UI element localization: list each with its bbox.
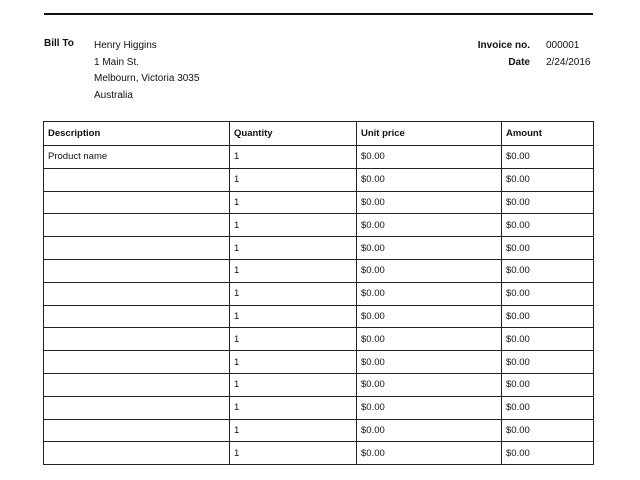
table-row (44, 146, 594, 169)
unit-price-cell: $0.00 (357, 168, 502, 191)
unit-price-cell: $0.00 (357, 373, 502, 396)
amount-cell: $0.00 (502, 419, 594, 442)
quantity-cell: 1 (230, 214, 357, 237)
description-cell (44, 351, 230, 374)
description-cell: Product name (44, 146, 230, 169)
table-row (44, 168, 594, 191)
quantity-cell: 1 (230, 191, 357, 214)
description-cell (44, 328, 230, 351)
invoice-date-label: Date (508, 56, 530, 68)
table-header-row (44, 122, 594, 146)
amount-cell: $0.00 (502, 146, 594, 169)
quantity-cell: 1 (230, 442, 357, 465)
unit-price-cell: $0.00 (357, 146, 502, 169)
unit-price-cell: $0.00 (357, 191, 502, 214)
table-row (44, 373, 594, 396)
invoice-date-row (460, 55, 592, 72)
table-row (44, 305, 594, 328)
column-header-amount: Amount (502, 122, 594, 146)
unit-price-cell: $0.00 (357, 305, 502, 328)
bill-to-city: Melbourn, Victoria 3035 (94, 73, 200, 84)
unit-price-cell: $0.00 (357, 442, 502, 465)
quantity-cell: 1 (230, 328, 357, 351)
bill-to-street: 1 Main St. (94, 56, 140, 68)
bill-to-address (94, 38, 199, 104)
amount-cell: $0.00 (502, 442, 594, 465)
quantity-cell: 1 (230, 168, 357, 191)
invoice-number-label: Invoice no. (477, 40, 530, 51)
quantity-cell: 1 (230, 373, 357, 396)
unit-price-cell: $0.00 (357, 282, 502, 305)
bill-to-country: Australia (94, 89, 133, 101)
description-cell (44, 396, 230, 419)
quantity-cell: 1 (230, 146, 357, 169)
amount-cell: $0.00 (502, 168, 594, 191)
unit-price-cell: $0.00 (357, 396, 502, 419)
unit-price-cell: $0.00 (357, 237, 502, 260)
column-header-description: Description (44, 122, 230, 146)
invoice-date-value: 2/24/2016 (546, 56, 591, 68)
table-row (44, 328, 594, 351)
invoice-number-row (460, 38, 592, 55)
amount-cell: $0.00 (502, 259, 594, 282)
column-header-unit-price: Unit price (357, 122, 502, 146)
unit-price-cell: $0.00 (357, 259, 502, 282)
description-cell (44, 191, 230, 214)
description-cell (44, 373, 230, 396)
table-row (44, 259, 594, 282)
quantity-cell: 1 (230, 282, 357, 305)
table-row (44, 191, 594, 214)
quantity-cell: 1 (230, 259, 357, 282)
description-cell (44, 442, 230, 465)
table-row (44, 237, 594, 260)
amount-cell: $0.00 (502, 373, 594, 396)
column-header-quantity: Quantity (230, 122, 357, 146)
table-row (44, 419, 594, 442)
bill-to-label: Bill To (44, 38, 74, 49)
description-cell (44, 168, 230, 191)
amount-cell: $0.00 (502, 305, 594, 328)
description-cell (44, 419, 230, 442)
bill-to-name: Henry Higgins (94, 40, 157, 51)
amount-cell: $0.00 (502, 237, 594, 260)
description-cell (44, 282, 230, 305)
quantity-cell: 1 (230, 305, 357, 328)
amount-cell: $0.00 (502, 214, 594, 237)
table-row (44, 214, 594, 237)
table-row (44, 396, 594, 419)
amount-cell: $0.00 (502, 328, 594, 351)
amount-cell: $0.00 (502, 191, 594, 214)
amount-cell: $0.00 (502, 396, 594, 419)
description-cell (44, 305, 230, 328)
table-row (44, 442, 594, 465)
invoice-number-value: 000001 (546, 40, 580, 51)
header-divider (44, 13, 593, 15)
quantity-cell: 1 (230, 237, 357, 260)
unit-price-cell: $0.00 (357, 214, 502, 237)
quantity-cell: 1 (230, 419, 357, 442)
description-cell (44, 237, 230, 260)
quantity-cell: 1 (230, 351, 357, 374)
table-row (44, 351, 594, 374)
unit-price-cell: $0.00 (357, 328, 502, 351)
description-cell (44, 214, 230, 237)
amount-cell: $0.00 (502, 351, 594, 374)
table-row (44, 282, 594, 305)
unit-price-cell: $0.00 (357, 351, 502, 374)
unit-price-cell: $0.00 (357, 419, 502, 442)
description-cell (44, 259, 230, 282)
invoice-meta (460, 38, 592, 71)
line-items-table (43, 121, 594, 465)
amount-cell: $0.00 (502, 282, 594, 305)
quantity-cell: 1 (230, 396, 357, 419)
